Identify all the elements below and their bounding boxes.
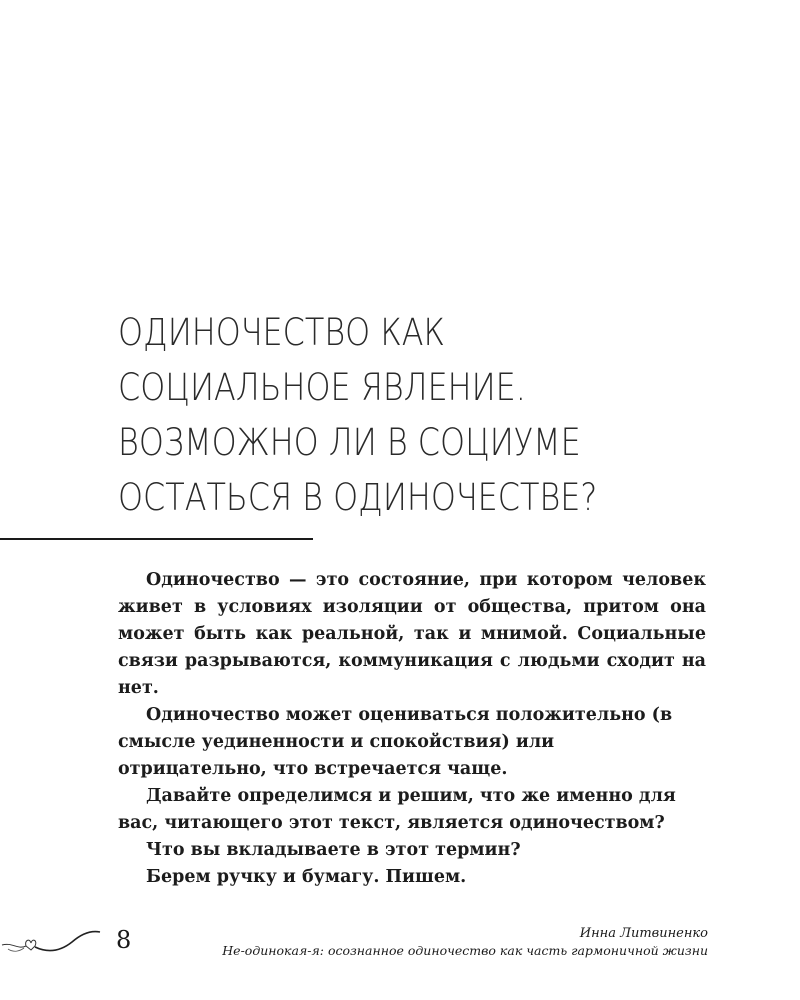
paragraph-4: Что вы вкладываете в этот термин? [146, 840, 521, 860]
chapter-title-line-1: ОДИНОЧЕСТВО КАК [118, 311, 445, 354]
chapter-title [118, 305, 668, 525]
running-head-book-title: Не-одинокая-я: осознанное одиночество как часть гармоничной жизни [222, 943, 708, 958]
running-head-author: Инна Литвиненко [579, 926, 708, 941]
chapter-title-line-4: ОСТАТЬСЯ В ОДИНОЧЕСТВЕ? [118, 476, 598, 519]
title-divider-rule [0, 538, 313, 540]
paragraph-1: Одиночество — это состояние, при котором человек живет в условиях изоляции от общества, притом она может быть как реальной, так и мнимой. Социальные связи разрываются, коммуникация с людьми сходит на нет. [118, 570, 706, 698]
chapter-title-line-3: ВОЗМОЖНО ЛИ В СОЦИУМЕ [118, 421, 581, 464]
chapter-title-line-2: СОЦИАЛЬНОЕ ЯВЛЕНИЕ. [118, 366, 526, 409]
paragraph-3: Давайте определимся и решим, что же именно для вас, читающего этот текст, является одиночеством? [118, 786, 676, 833]
body-text [118, 567, 706, 891]
paragraph-2: Одиночество может оцениваться положительно (в смысле уединенности и спокойствия) или отрицательно, что встречается чаще. [118, 705, 673, 779]
page-number: 8 [116, 926, 132, 954]
heart-flourish-icon [0, 920, 104, 960]
paragraph-5: Берем ручку и бумагу. Пишем. [146, 867, 467, 887]
running-head [222, 925, 708, 959]
